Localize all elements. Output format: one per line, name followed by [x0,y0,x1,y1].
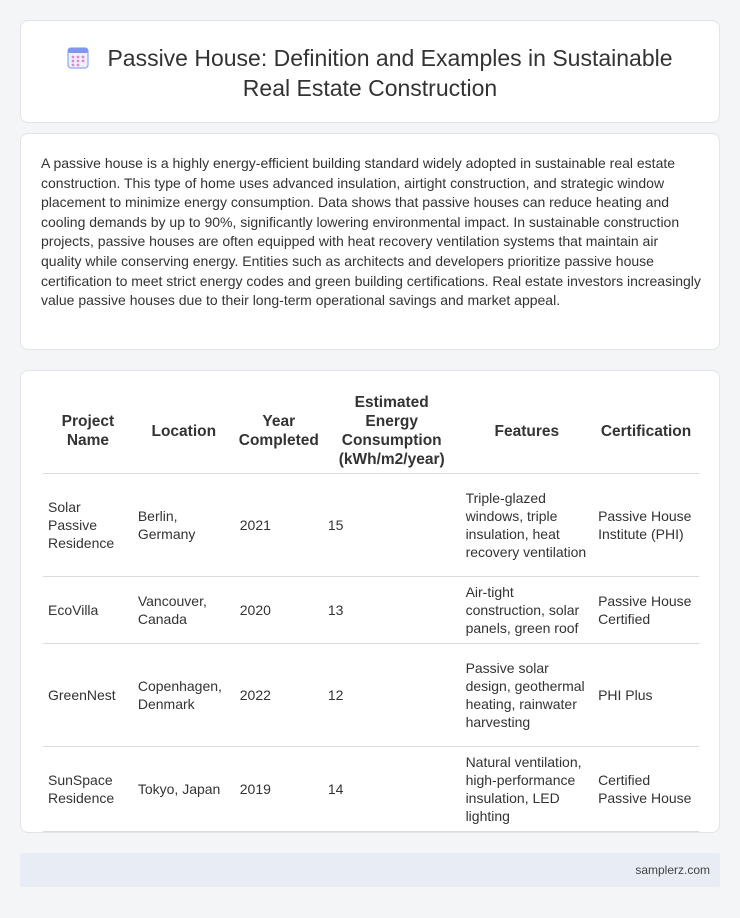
title-line-2: Real Estate Construction [242,75,498,101]
cell-project-name: EcoVilla [43,576,133,643]
cell-project-name: Solar Passive Residence [43,473,133,576]
cell-energy: 15 [323,473,461,576]
title-card [20,20,720,123]
cell-year: 2019 [235,746,323,831]
header-location: Location [133,390,235,473]
grid-calendar-icon [67,46,89,68]
cell-location: Berlin, Germany [133,473,235,576]
cell-year: 2022 [235,643,323,746]
cell-energy: 13 [323,576,461,643]
cell-energy: 14 [323,746,461,831]
cell-project-name: SunSpace Residence [43,746,133,831]
header-energy-consumption: Estimated Energy Consumption (kWh/m2/year) [323,390,461,473]
cell-features: Triple-glazed windows, triple insulation, heat recovery ventilation [461,473,594,576]
intro-card [20,133,720,350]
cell-certification: Certified Passive House [593,746,699,831]
header-features: Features [461,390,594,473]
cell-certification: Passive House Institute (PHI) [593,473,699,576]
cell-certification: Passive House Certified [593,576,699,643]
title-line-1: Passive House: Definition and Examples in Sustainable [107,45,673,71]
cell-location: Vancouver, Canada [133,576,235,643]
table-row [43,473,699,576]
cell-year: 2021 [235,473,323,576]
cell-features: Natural ventilation, high-performance insulation, LED lighting [461,746,594,831]
intro-paragraph: A passive house is a highly energy-efficient building standard widely adopted in sustainable real estate construction. This type of home uses advanced insulation, airtight construction, and strategic window placement to minimize energy consumption. Data shows that passive houses can reduce heating and cooling demands by up to 90%, significantly lowering environmental impact. In sustainable construction projects, passive houses are often equipped with heat recovery ventilation systems that maintain air quality while conserving energy. Entities such as architects and developers prioritize passive house certification to meet strict energy codes and green building certifications. Real estate investors increasingly value passive houses due to their long-term operational savings and market appeal. [41,155,701,309]
cell-energy: 12 [323,643,461,746]
cell-project-name: GreenNest [43,643,133,746]
table-row [43,746,699,831]
cell-year: 2020 [235,576,323,643]
header-certification: Certification [593,390,699,473]
footer-site-link[interactable]: samplerz.com [635,863,710,877]
projects-table [43,390,699,832]
table-row [43,643,699,746]
cell-features: Passive solar design, geothermal heating, rainwater harvesting [461,643,594,746]
cell-features: Air-tight construction, solar panels, green roof [461,576,594,643]
table-header-row [43,390,699,473]
cell-location: Tokyo, Japan [133,746,235,831]
footer-bar [20,853,720,887]
cell-certification: PHI Plus [593,643,699,746]
header-year-completed: Year Completed [235,390,323,473]
cell-location: Copenhagen, Denmark [133,643,235,746]
table-row [43,576,699,643]
page-title [21,43,719,103]
table-card [20,370,720,833]
header-project-name: Project Name [43,390,133,473]
